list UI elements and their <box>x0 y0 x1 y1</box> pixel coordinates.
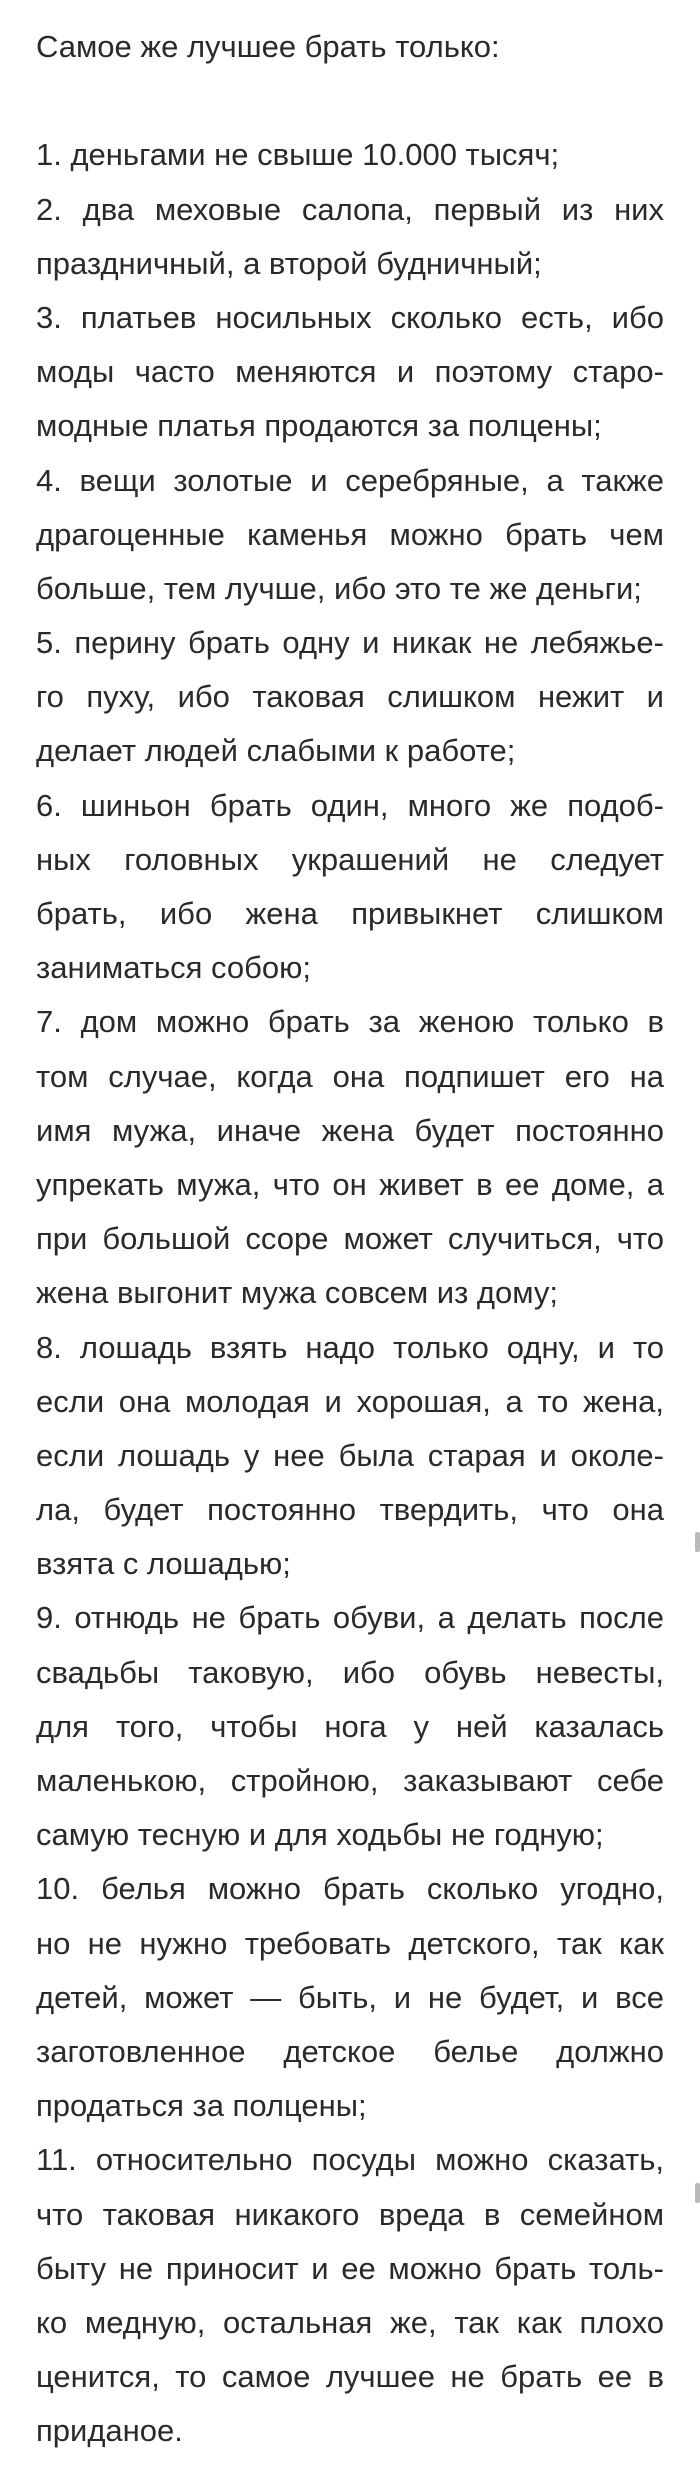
text-line: том случае, когда она подпишет его на <box>36 1058 664 1094</box>
text-line: 8. лошадь взять надо только одну, и то <box>36 1329 664 1365</box>
text-line: детей, может — быть, и не будет, и все <box>36 1979 664 2015</box>
text-line: ных головных украшений не следует <box>36 841 664 877</box>
text-line: делает людей слабыми к работе; <box>36 733 516 769</box>
text-line: 1. деньгами не свыше 10.000 тысяч; <box>36 137 560 173</box>
text-line: при большой ссоре может случиться, что <box>36 1221 664 1257</box>
text-line: приданое. <box>36 2413 183 2449</box>
text-line: ценится, то самое лучшее не брать ее в <box>36 2359 664 2395</box>
text-line: больше, тем лучше, ибо это те же деньги; <box>36 570 642 606</box>
text-line: маленькою, стройною, заказывают себе <box>36 1763 664 1798</box>
text-line: имя мужа, иначе жена будет постоянно <box>36 1112 664 1148</box>
text-line: 2. два меховые салопа, первый из них <box>36 191 664 227</box>
text-line: праздничный, а второй будничный; <box>36 245 542 281</box>
text-line: упрекать мужа, что он живет в ее доме, а <box>36 1166 664 1202</box>
text-line: 7. дом можно брать за женою только в <box>36 1004 664 1040</box>
document-text <box>36 20 664 2458</box>
text-line: ла, будет постоянно твердить, что она <box>36 1492 664 1528</box>
text-line: драгоценные каменья можно брать чем <box>36 516 664 552</box>
text-line: го пуху, ибо таковая слишком нежит и <box>36 679 664 715</box>
text-line: если лошадь у нее была старая и околе- <box>36 1437 664 1473</box>
text-line: ко медную, остальная же, так как плохо <box>36 2304 664 2340</box>
text-line: заниматься собою; <box>36 950 311 986</box>
text-line: моды часто меняются и поэтому старо- <box>36 354 664 390</box>
text-line: 3. платьев носильных сколько есть, ибо <box>36 299 664 335</box>
text-line: для того, чтобы нога у ней казалась <box>36 1708 664 1744</box>
scrollbar-marker[interactable] <box>695 1532 700 1552</box>
document-heading: Самое же лучшее брать только: <box>36 29 500 64</box>
text-line: что таковая никакого вреда в семейном <box>36 2196 664 2232</box>
text-line: свадьбы таковую, ибо обувь невесты, <box>36 1654 664 1690</box>
text-line: 11. относительно посуды можно сказать, <box>36 2142 664 2178</box>
text-line: 4. вещи золотые и серебряные, а также <box>36 462 664 498</box>
blank-line <box>36 74 664 128</box>
text-line: жена выгонит мужа совсем из дому; <box>36 1275 559 1311</box>
text-line: 9. отнюдь не брать обуви, а делать после <box>36 1600 664 1636</box>
text-line: заготовленное детское белье должно <box>36 2033 664 2069</box>
text-line: модные платья продаются за полцены; <box>36 408 602 444</box>
text-line: но не нужно требовать детского, так как <box>36 1925 664 1961</box>
text-line: быту не приносит и ее можно брать толь- <box>36 2250 664 2286</box>
text-line: 5. перину брать одну и никак не лебяжье- <box>36 625 664 661</box>
text-line: если она молодая и хорошая, а то жена, <box>36 1383 664 1419</box>
text-line: 6. шиньон брать один, много же подоб- <box>36 787 664 823</box>
text-line: 10. белья можно брать сколько угодно, <box>36 1871 664 1907</box>
text-line: брать, ибо жена привыкнет слишком <box>36 896 664 931</box>
text-line: продаться за полцены; <box>36 2088 367 2124</box>
scrollbar-marker[interactable] <box>695 2183 700 2203</box>
text-line: взята с лошадью; <box>36 1546 291 1582</box>
text-line: самую тесную и для ходьбы не годную; <box>36 1817 604 1853</box>
